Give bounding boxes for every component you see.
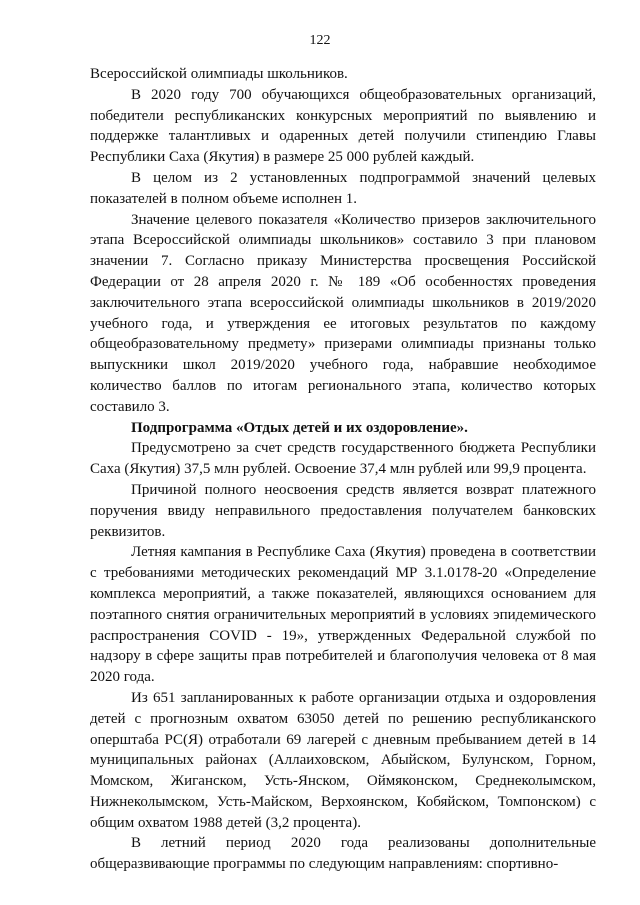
paragraph-camps: Из 651 запланированных к работе организации отдыха и оздоровления детей с прогнозным охватом 63050 детей по решению республиканского оперштаба РС(Я) отработали 69 лагерей с дневным пребыванием детей в 14 муниципальных районах (Аллаиховском, Абыйском, Булунском, Горном, Момском, Жиганском, Усть-Янском, Оймяконском, Среднеколымском, Нижнеколымском, Усть-Майском, Верхоянском, Кобяйском, Томпонском) с общим охватом 1988 детей (3,2 процента). <box>90 689 596 831</box>
paragraph-targets-summary: В целом из 2 установленных подпрограммой значений целевых показателей в полном объеме исполнен 1. <box>90 169 596 207</box>
paragraph-budget: Предусмотрено за счет средств государственного бюджета Республики Саха (Якутия) 37,5 млн рублей. Освоение 37,4 млн рублей или 99,9 процента. <box>90 440 596 478</box>
paragraph-underspend-reason: Причиной полного неосвоения средств является возврат платежного поручения ввиду неправильного предоставления получателем банковских реквизитов. <box>90 481 596 540</box>
page-number: 122 <box>309 33 331 48</box>
document-body <box>90 64 596 875</box>
paragraph-summer-campaign: Летняя кампания в Республике Саха (Якутия) проведена в соответствии с требованиями методических рекомендаций МР 3.1.0178-20 «Определение комплекса мероприятий, а также показателей, являющихся основанием для поэтапного снятия ограничительных мероприятий в условиях эпидемического распространения COVID - 19», утвержденных Федеральной службой по надзору в сфере защиты прав потребителей и благополучия человека от 8 мая 2020 года. <box>90 544 596 686</box>
subprogram-heading: Подпрограмма «Отдых детей и их оздоровление». <box>131 419 468 436</box>
paragraph-olympiad-prizewinners: Значение целевого показателя «Количество призеров заключительного этапа Всероссийской олимпиады школьников» составило 3 при плановом значении 7. Согласно приказу Министерства просвещения Российской Федерации от 28 апреля 2020 г. № 189 «Об особенностях проведения заключительного этапа всероссийской олимпиады школьников в 2019/2020 учебного года, и утверждения ее итоговых результатов по каждому общеобразовательному предмету» призерами олимпиады признаны только выпускники школ 2019/2020 учебного года, набравшие необходимое количество баллов по итогам регионального этапа, количество которых составило 3. <box>90 211 596 415</box>
paragraph-programs: В летний период 2020 года реализованы дополнительные общеразвивающие программы по следующим направлениям: спортивно- <box>90 835 596 873</box>
paragraph-stipend: В 2020 году 700 обучающихся общеобразовательных организаций, победители республиканских конкурсных мероприятий по выявлению и поддержке талантливых и одаренных детей получили стипендию Главы Республики Саха (Якутия) в размере 25 000 рублей каждый. <box>90 86 596 166</box>
paragraph-olympiad-continuation: Всероссийской олимпиады школьников. <box>90 66 348 82</box>
